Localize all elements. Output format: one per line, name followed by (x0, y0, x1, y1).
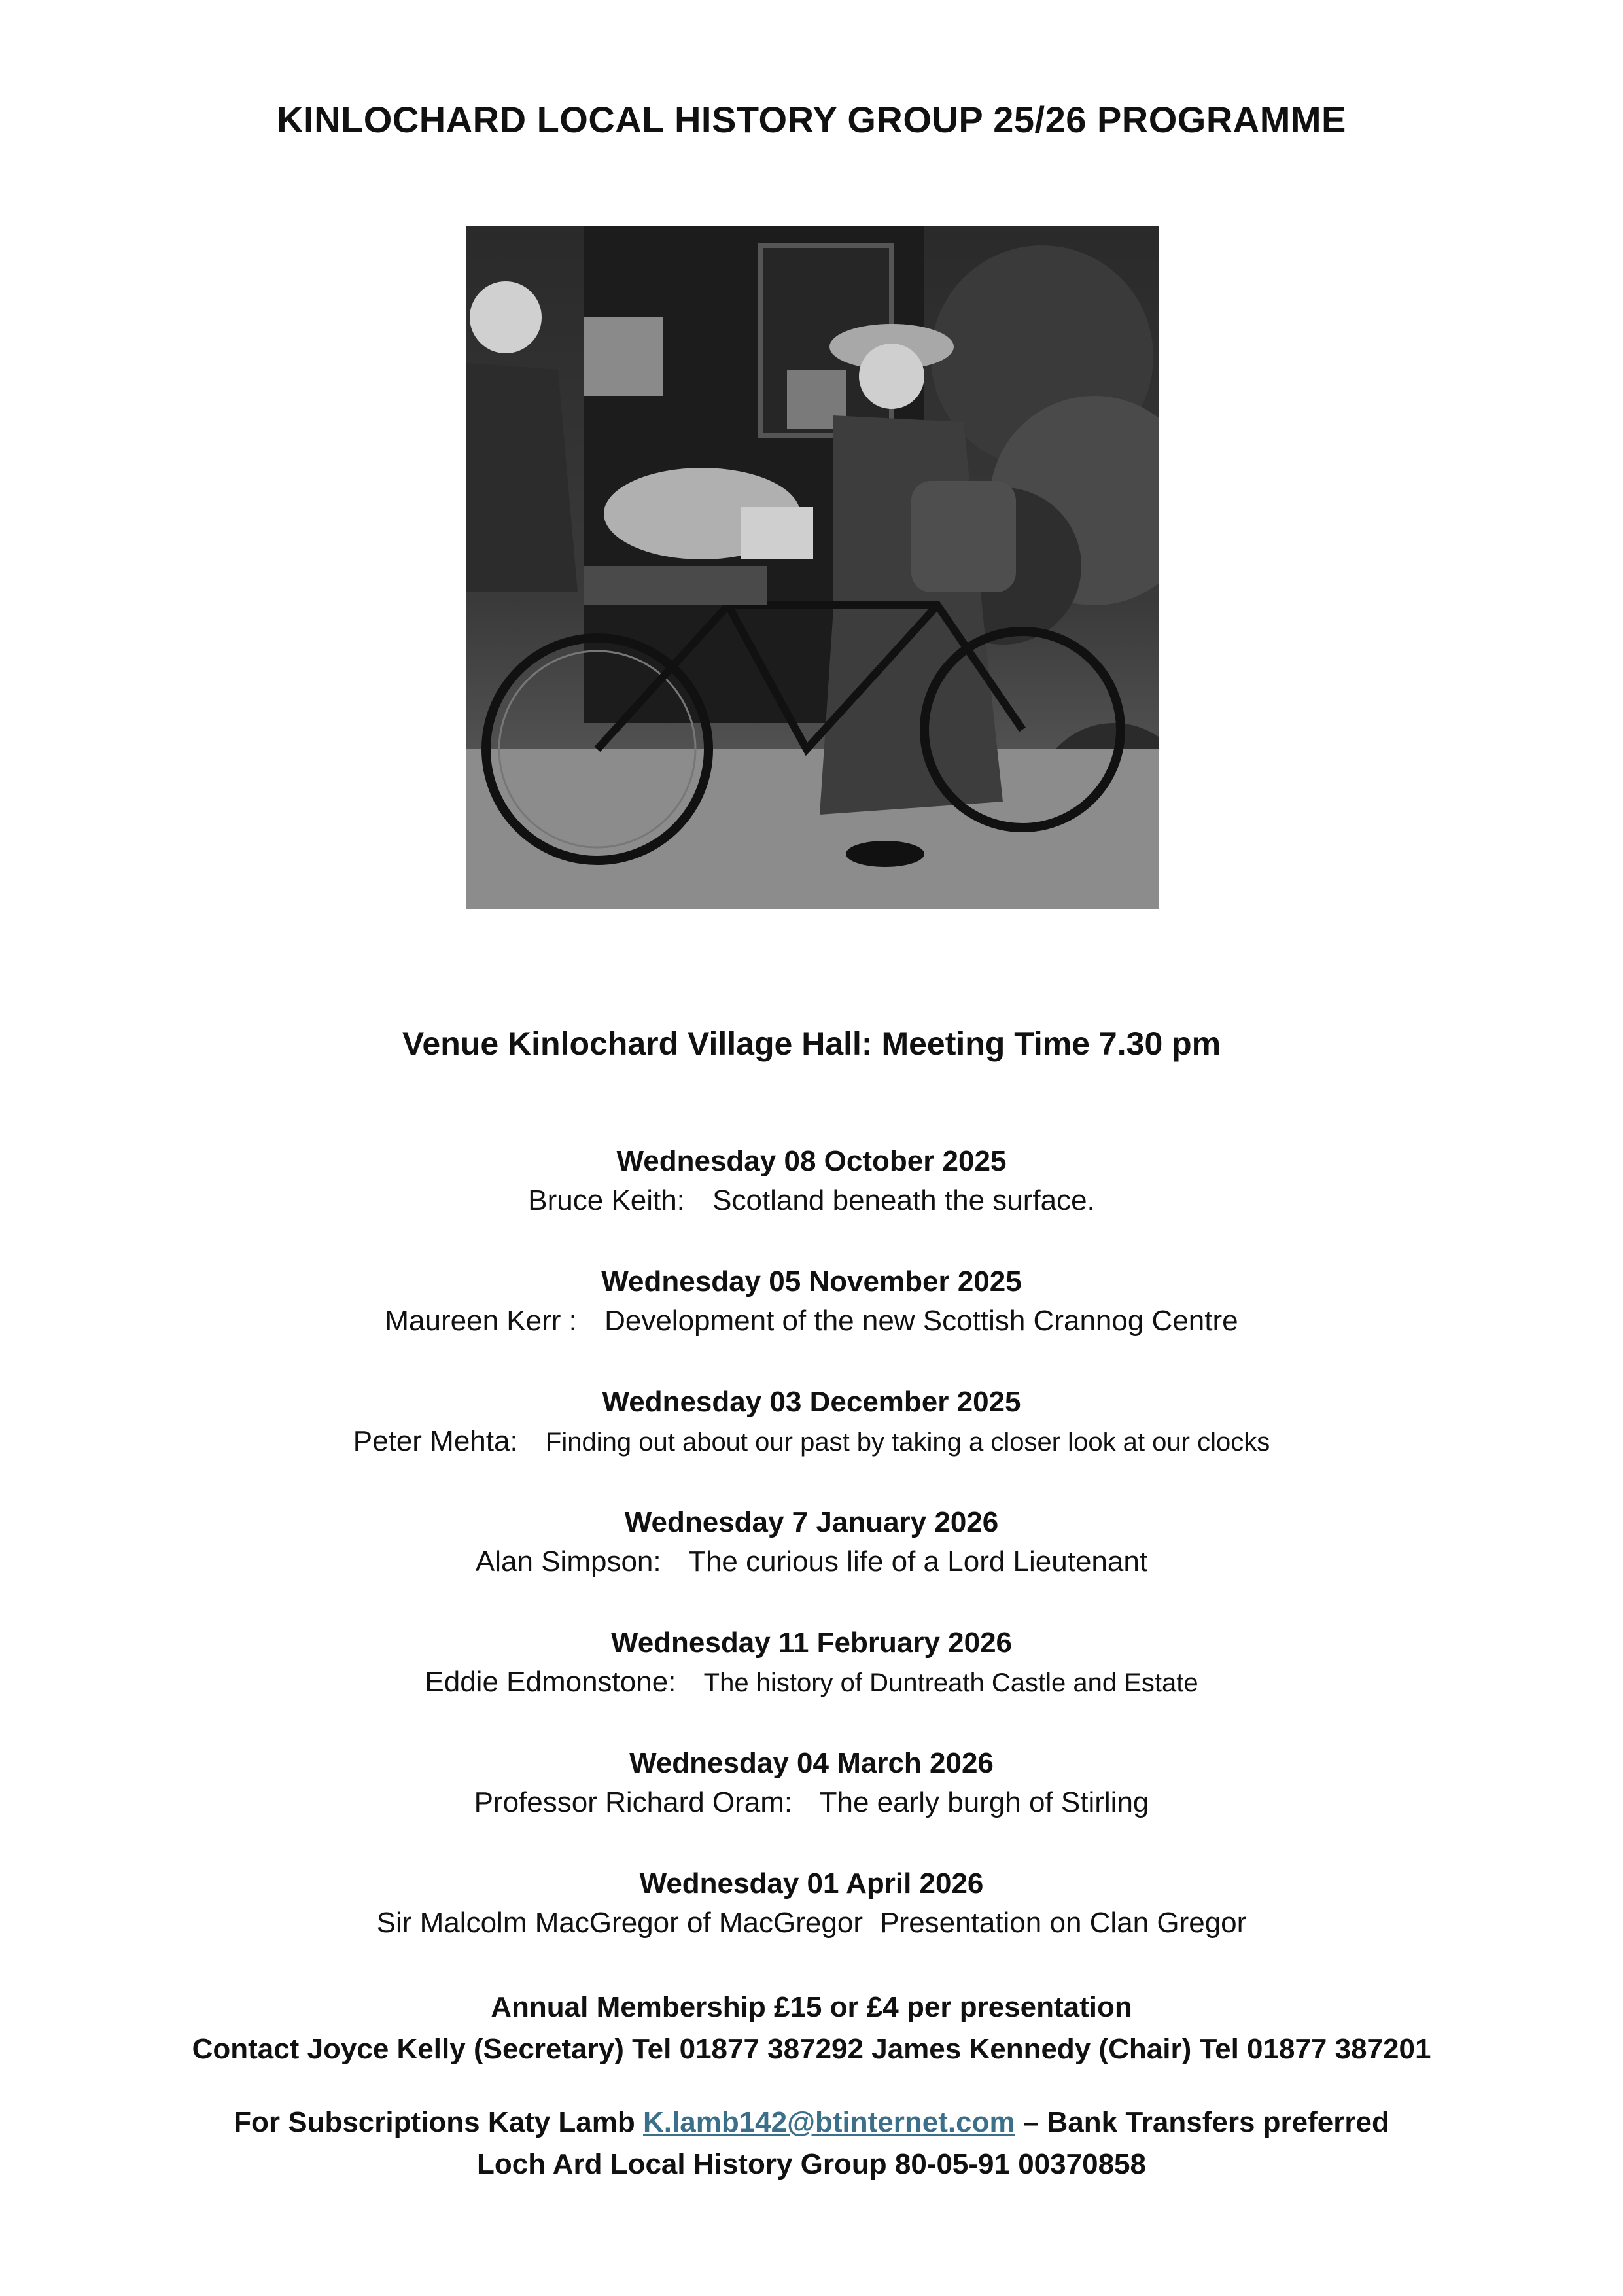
event-speaker: Eddie Edmonstone: (425, 1666, 676, 1698)
membership-info (0, 1987, 1623, 2070)
event-details (0, 1181, 1623, 1220)
event-item (0, 1744, 1623, 1864)
event-details (0, 1301, 1623, 1341)
subscription-info (0, 2102, 1623, 2185)
event-date: Wednesday 03 December 2025 (602, 1386, 1021, 1418)
event-item (0, 1142, 1623, 1262)
event-speaker: Sir Malcolm MacGregor of MacGregor (376, 1907, 863, 1939)
event-speaker: Alan Simpson: (475, 1545, 661, 1578)
event-topic: Scotland beneath the surface. (712, 1184, 1095, 1216)
event-topic: Presentation on Clan Gregor (880, 1907, 1247, 1939)
event-speaker: Peter Mehta: (353, 1425, 518, 1457)
photo-two-women-with-bicycle-icon (466, 226, 1159, 909)
bank-details: Loch Ard Local History Group 80-05-91 00370858 (477, 2148, 1146, 2180)
event-date: Wednesday 7 January 2026 (624, 1506, 999, 1538)
event-speaker: Professor Richard Oram: (474, 1786, 793, 1818)
subscription-prefix: For Subscriptions Katy Lamb (234, 2106, 635, 2138)
event-speaker: Maureen Kerr : (385, 1305, 577, 1337)
event-details (0, 1783, 1623, 1822)
event-item (0, 1623, 1623, 1744)
subscription-suffix: – Bank Transfers preferred (1022, 2106, 1389, 2138)
event-date: Wednesday 08 October 2025 (616, 1145, 1007, 1177)
event-date: Wednesday 01 April 2026 (639, 1867, 984, 1899)
event-item (0, 1383, 1623, 1503)
event-details (0, 1422, 1623, 1462)
membership-fee: Annual Membership £15 or £4 per presentation (491, 1991, 1132, 2023)
event-speaker: Bruce Keith: (528, 1184, 685, 1216)
page-title: KINLOCHARD LOCAL HISTORY GROUP 25/26 PROGRAMME (277, 99, 1346, 140)
event-date: Wednesday 05 November 2025 (601, 1265, 1022, 1298)
event-details (0, 1903, 1623, 1943)
event-details (0, 1663, 1623, 1703)
event-date: Wednesday 11 February 2026 (610, 1627, 1013, 1659)
event-item (0, 1503, 1623, 1623)
event-date: Wednesday 04 March 2026 (629, 1747, 994, 1779)
event-topic: Development of the new Scottish Crannog Centre (604, 1305, 1238, 1337)
subscription-email-link[interactable]: K.lamb142@btinternet.com (643, 2106, 1015, 2138)
event-list (0, 1142, 1623, 1985)
event-topic: Finding out about our past by taking a closer look at our clocks (545, 1428, 1270, 1457)
event-item (0, 1262, 1623, 1383)
subscription-line (0, 2102, 1623, 2144)
event-topic: The early burgh of Stirling (819, 1786, 1149, 1818)
event-details (0, 1542, 1623, 1581)
contact-details: Contact Joyce Kelly (Secretary) Tel 01877 387292 James Kennedy (Chair) Tel 01877 387201 (192, 2033, 1431, 2065)
event-topic: The curious life of a Lord Lieutenant (688, 1545, 1148, 1578)
event-topic: The history of Duntreath Castle and Estate (703, 1669, 1198, 1697)
venue-heading: Venue Kinlochard Village Hall: Meeting Time 7.30 pm (402, 1025, 1221, 1062)
event-item (0, 1864, 1623, 1985)
